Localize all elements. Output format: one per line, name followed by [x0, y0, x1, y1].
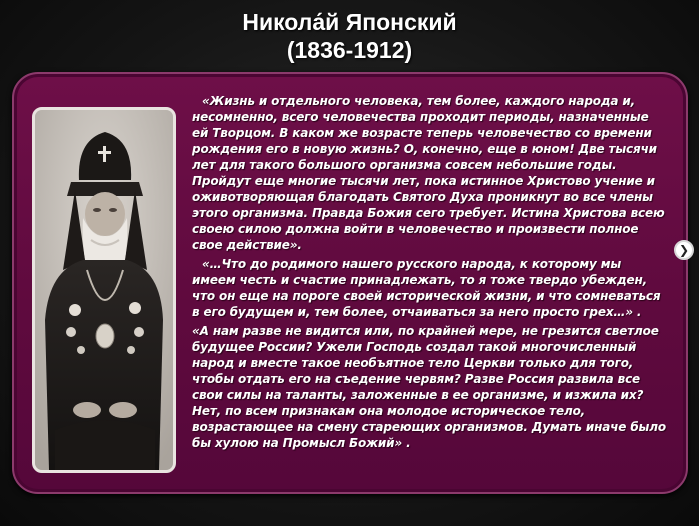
- portrait-photo: [32, 107, 176, 473]
- slide-title: [0, 8, 699, 64]
- quote-paragraph-2: «…Что до родимого нашего русского народа, к которому мы имеем честь и счастие принадлежать, то я тоже твердо убежден, что он еще на пороге своей исторической жизни, и что сомневаться в его будущем и, тем более, отчаиваться за него просто грех…» .: [192, 257, 661, 319]
- quote-paragraph-1: «Жизнь и отдельного человека, тем более, каждого народа и, несомненно, всего человечества проходит периоды, назначенные ей Творцом. В каком же возрасте теперь человечество со времени рождения его в новую жизнь? О, конечно, еще в юном! Две тысячи лет для такого большого организма совсем небольшие годы. Пройдут еще многие тысячи лет, пока истинное Христово учение и оживотворяющая благодать Святого Духа проникнут во все члены этого организма. Правда Божия сего требует. Истина Христова всею своею силою должна войти в человечество и произвести полное свое действие».: [192, 94, 665, 252]
- portrait-image: [35, 110, 173, 470]
- quotes-text: [192, 93, 668, 454]
- title-years: (1836-1912): [286, 37, 413, 63]
- next-slide-button[interactable]: ❯: [674, 240, 694, 260]
- quote-paragraph-3: «А нам разве не видится или, по крайней мере, не грезится светлое будущее России? Ужели Господь создал такой многочисленный народ и вместе такое необъятное тело Церкви только для того, чтобы отдать его на съедение червям? Разве Россия развила все свои силы на таланты, заложенные в ее организме, и изжила их? Нет, по всем признакам она молодое историческое тело, возрастающее на смену стареющих организмов. Думать иначе было бы хулою на Промысл Божий» .: [192, 324, 666, 450]
- title-name: Никола́й Японский: [242, 9, 457, 35]
